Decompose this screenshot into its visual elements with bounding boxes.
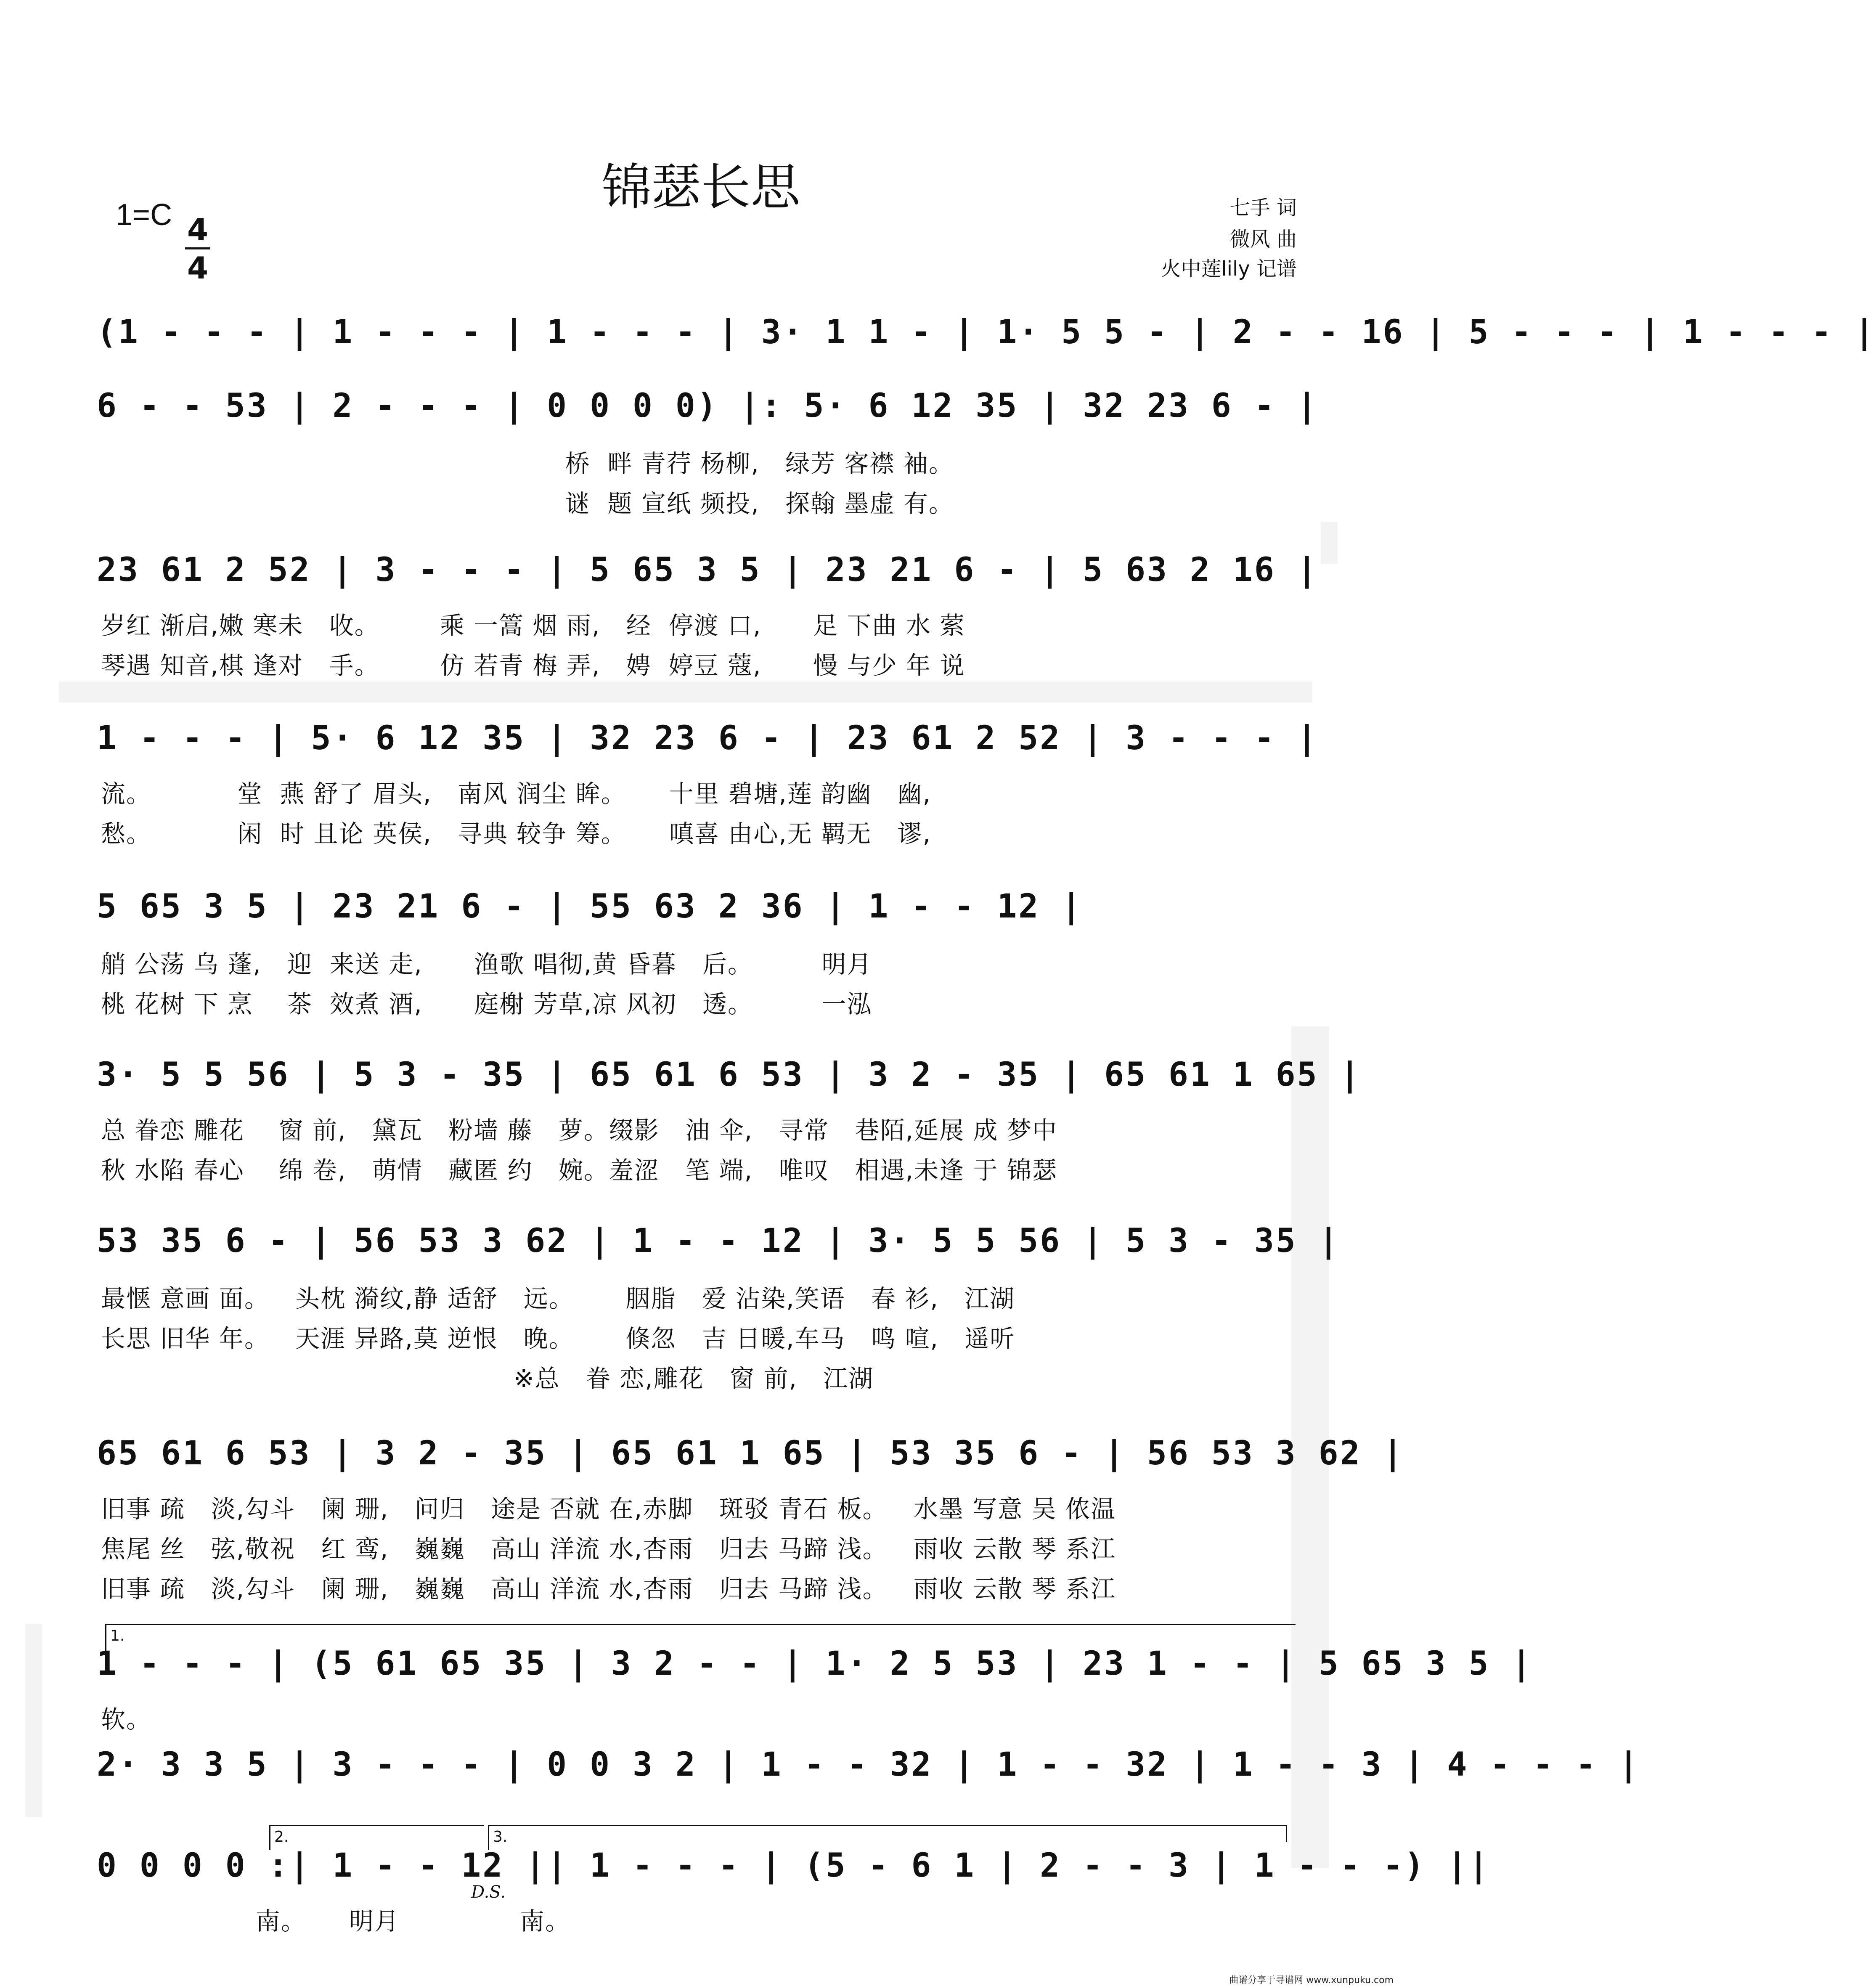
notation-system-1: (1 - - - | 1 - - - | 1 - - - | 3· 1 1 - | 1· 5 5 - | 2 - - 16 | 5 - - - | 1 - - - | xyxy=(97,313,1876,351)
volta-label: 2. xyxy=(274,1828,289,1845)
notation-system-7: 53 35 6 - | 56 53 3 62 | 1 - - 12 | 3· 5 5 56 | 5 3 - 35 | xyxy=(97,1222,1340,1260)
ds-marking: D.S. xyxy=(471,1883,506,1902)
volta-label: 3. xyxy=(493,1828,508,1845)
lyric-line: 秋 水陷 春心 绵 卷, 萌情 藏匿 约 婉。羞涩 笔 端, 唯叹 相遇,未逢 于 锦瑟 xyxy=(101,1156,1057,1185)
notation-system-4: 1 - - - | 5· 6 12 35 | 32 23 6 - | 23 61 2 52 | 3 - - - | xyxy=(97,719,1319,757)
notation-system-10: 2· 3 3 5 | 3 - - - | 0 0 3 2 | 1 - - 32 | 1 - - 32 | 1 - - 3 | 4 - - - | xyxy=(97,1746,1640,1784)
lyric-line: 焦尾 丝 弦,敬祝 红 鸾, 巍巍 高山 洋流 水,杏雨 归去 马蹄 浅。 雨收 云散 琴 系江 xyxy=(101,1535,1116,1563)
lyric-line: 最惬 意画 面。 头枕 漪纹,静 适舒 远。 胭脂 爱 沾染,笑语 春 衫, 江湖 xyxy=(101,1284,1015,1313)
lyric-line: 桃 花树 下 烹 茶 效煮 酒, 庭榭 芳草,凉 风初 透。 一泓 xyxy=(101,990,872,1018)
lyric-line: 谜 题 宣纸 频投, 探翰 墨虚 有。 xyxy=(101,489,954,518)
lyric-line-segno: ※总 眷 恋,雕花 窗 前, 江湖 xyxy=(101,1364,874,1393)
lyric-line: 愁。 闲 时 且论 英侯, 寻典 较争 筹。 嗔喜 由心,无 羁无 谬, xyxy=(101,819,931,848)
notation-system-5: 5 65 3 5 | 23 21 6 - | 55 63 2 36 | 1 - - 12 | xyxy=(97,888,1083,925)
volta-tick xyxy=(1286,1825,1287,1842)
lyric-line: 南。 明月 南。 xyxy=(101,1907,571,1936)
volta-bracket xyxy=(105,1624,1296,1625)
lyric-line: 岁红 渐启,嫩 寒未 收。 乘 一篙 烟 雨, 经 停渡 口, 足 下曲 水 萦 xyxy=(101,611,965,640)
notation-system-2: 6 - - 53 | 2 - - - | 0 0 0 0) |: 5· 6 12 35 | 32 23 6 - | xyxy=(97,387,1319,425)
time-signature xyxy=(185,212,210,286)
lyric-line: 艄 公荡 乌 蓬, 迎 来送 走, 渔歌 唱彻,黄 昏暮 后。 明月 xyxy=(101,950,872,978)
page-title: 锦瑟长思 xyxy=(601,158,800,216)
lyric-line: 软。 xyxy=(101,1705,152,1734)
volta-bracket xyxy=(488,1825,1287,1826)
footer-watermark: 曲谱分享于寻谱网 www.xunpuku.com xyxy=(1229,1975,1394,1986)
composer-credit: 微风 曲 xyxy=(1229,228,1297,251)
lyric-line: 长思 旧华 年。 天涯 异路,莫 逆恨 晚。 倏忽 吉 日暖,车马 鸣 喧, 遥听 xyxy=(101,1324,1015,1353)
volta-bracket xyxy=(269,1825,484,1826)
time-sig-bottom: 4 xyxy=(187,250,209,286)
lyric-line: 旧事 疏 淡,勾斗 阑 珊, 巍巍 高山 洋流 水,杏雨 归去 马蹄 浅。 雨收 云散 琴 系江 xyxy=(101,1575,1116,1603)
lyric-line: 总 眷恋 雕花 窗 前, 黛瓦 粉墙 藤 萝。缀影 油 伞, 寻常 巷陌,延展 成 梦中 xyxy=(101,1116,1057,1145)
lyricist-credit: 七手 词 xyxy=(1229,196,1297,220)
notation-system-11: 0 0 0 0 :| 1 - - 12 || 1 - - - | (5 - 6 1 | 2 - - 3 | 1 - - -) || xyxy=(97,1847,1490,1885)
transcriber-credit: 火中莲lily 记谱 xyxy=(1161,257,1297,281)
notation-system-8: 65 61 6 53 | 3 2 - 35 | 65 61 1 65 | 53 35 6 - | 56 53 3 62 | xyxy=(97,1434,1404,1472)
notation-system-6: 3· 5 5 56 | 5 3 - 35 | 65 61 6 53 | 3 2 - 35 | 65 61 1 65 | xyxy=(97,1056,1362,1094)
notation-system-9: 1 - - - | (5 61 65 35 | 3 2 - - | 1· 2 5 53 | 23 1 - - | 5 65 3 5 | xyxy=(97,1645,1533,1683)
volta-tick xyxy=(488,1825,489,1850)
lyric-line: 旧事 疏 淡,勾斗 阑 珊, 问归 途是 否就 在,赤脚 斑驳 青石 板。 水墨 写意 吴 侬温 xyxy=(101,1495,1116,1523)
volta-tick xyxy=(269,1825,270,1850)
lyric-line: 流。 堂 燕 舒了 眉头, 南风 润尘 眸。 十里 碧塘,莲 韵幽 幽, xyxy=(101,780,931,808)
time-sig-top: 4 xyxy=(185,215,210,249)
notation-system-3: 23 61 2 52 | 3 - - - | 5 65 3 5 | 23 21 6 - | 5 63 2 16 | xyxy=(97,551,1319,589)
lyric-line: 桥 畔 青荇 杨柳, 绿芳 客襟 袖。 xyxy=(101,449,954,478)
lyric-line: 琴遇 知音,棋 逢对 手。 仿 若青 梅 弄, 娉 婷豆 蔻, 慢 与少 年 说 xyxy=(101,651,965,680)
volta-label: 1. xyxy=(110,1627,125,1644)
key-signature: 1=C xyxy=(116,198,172,232)
